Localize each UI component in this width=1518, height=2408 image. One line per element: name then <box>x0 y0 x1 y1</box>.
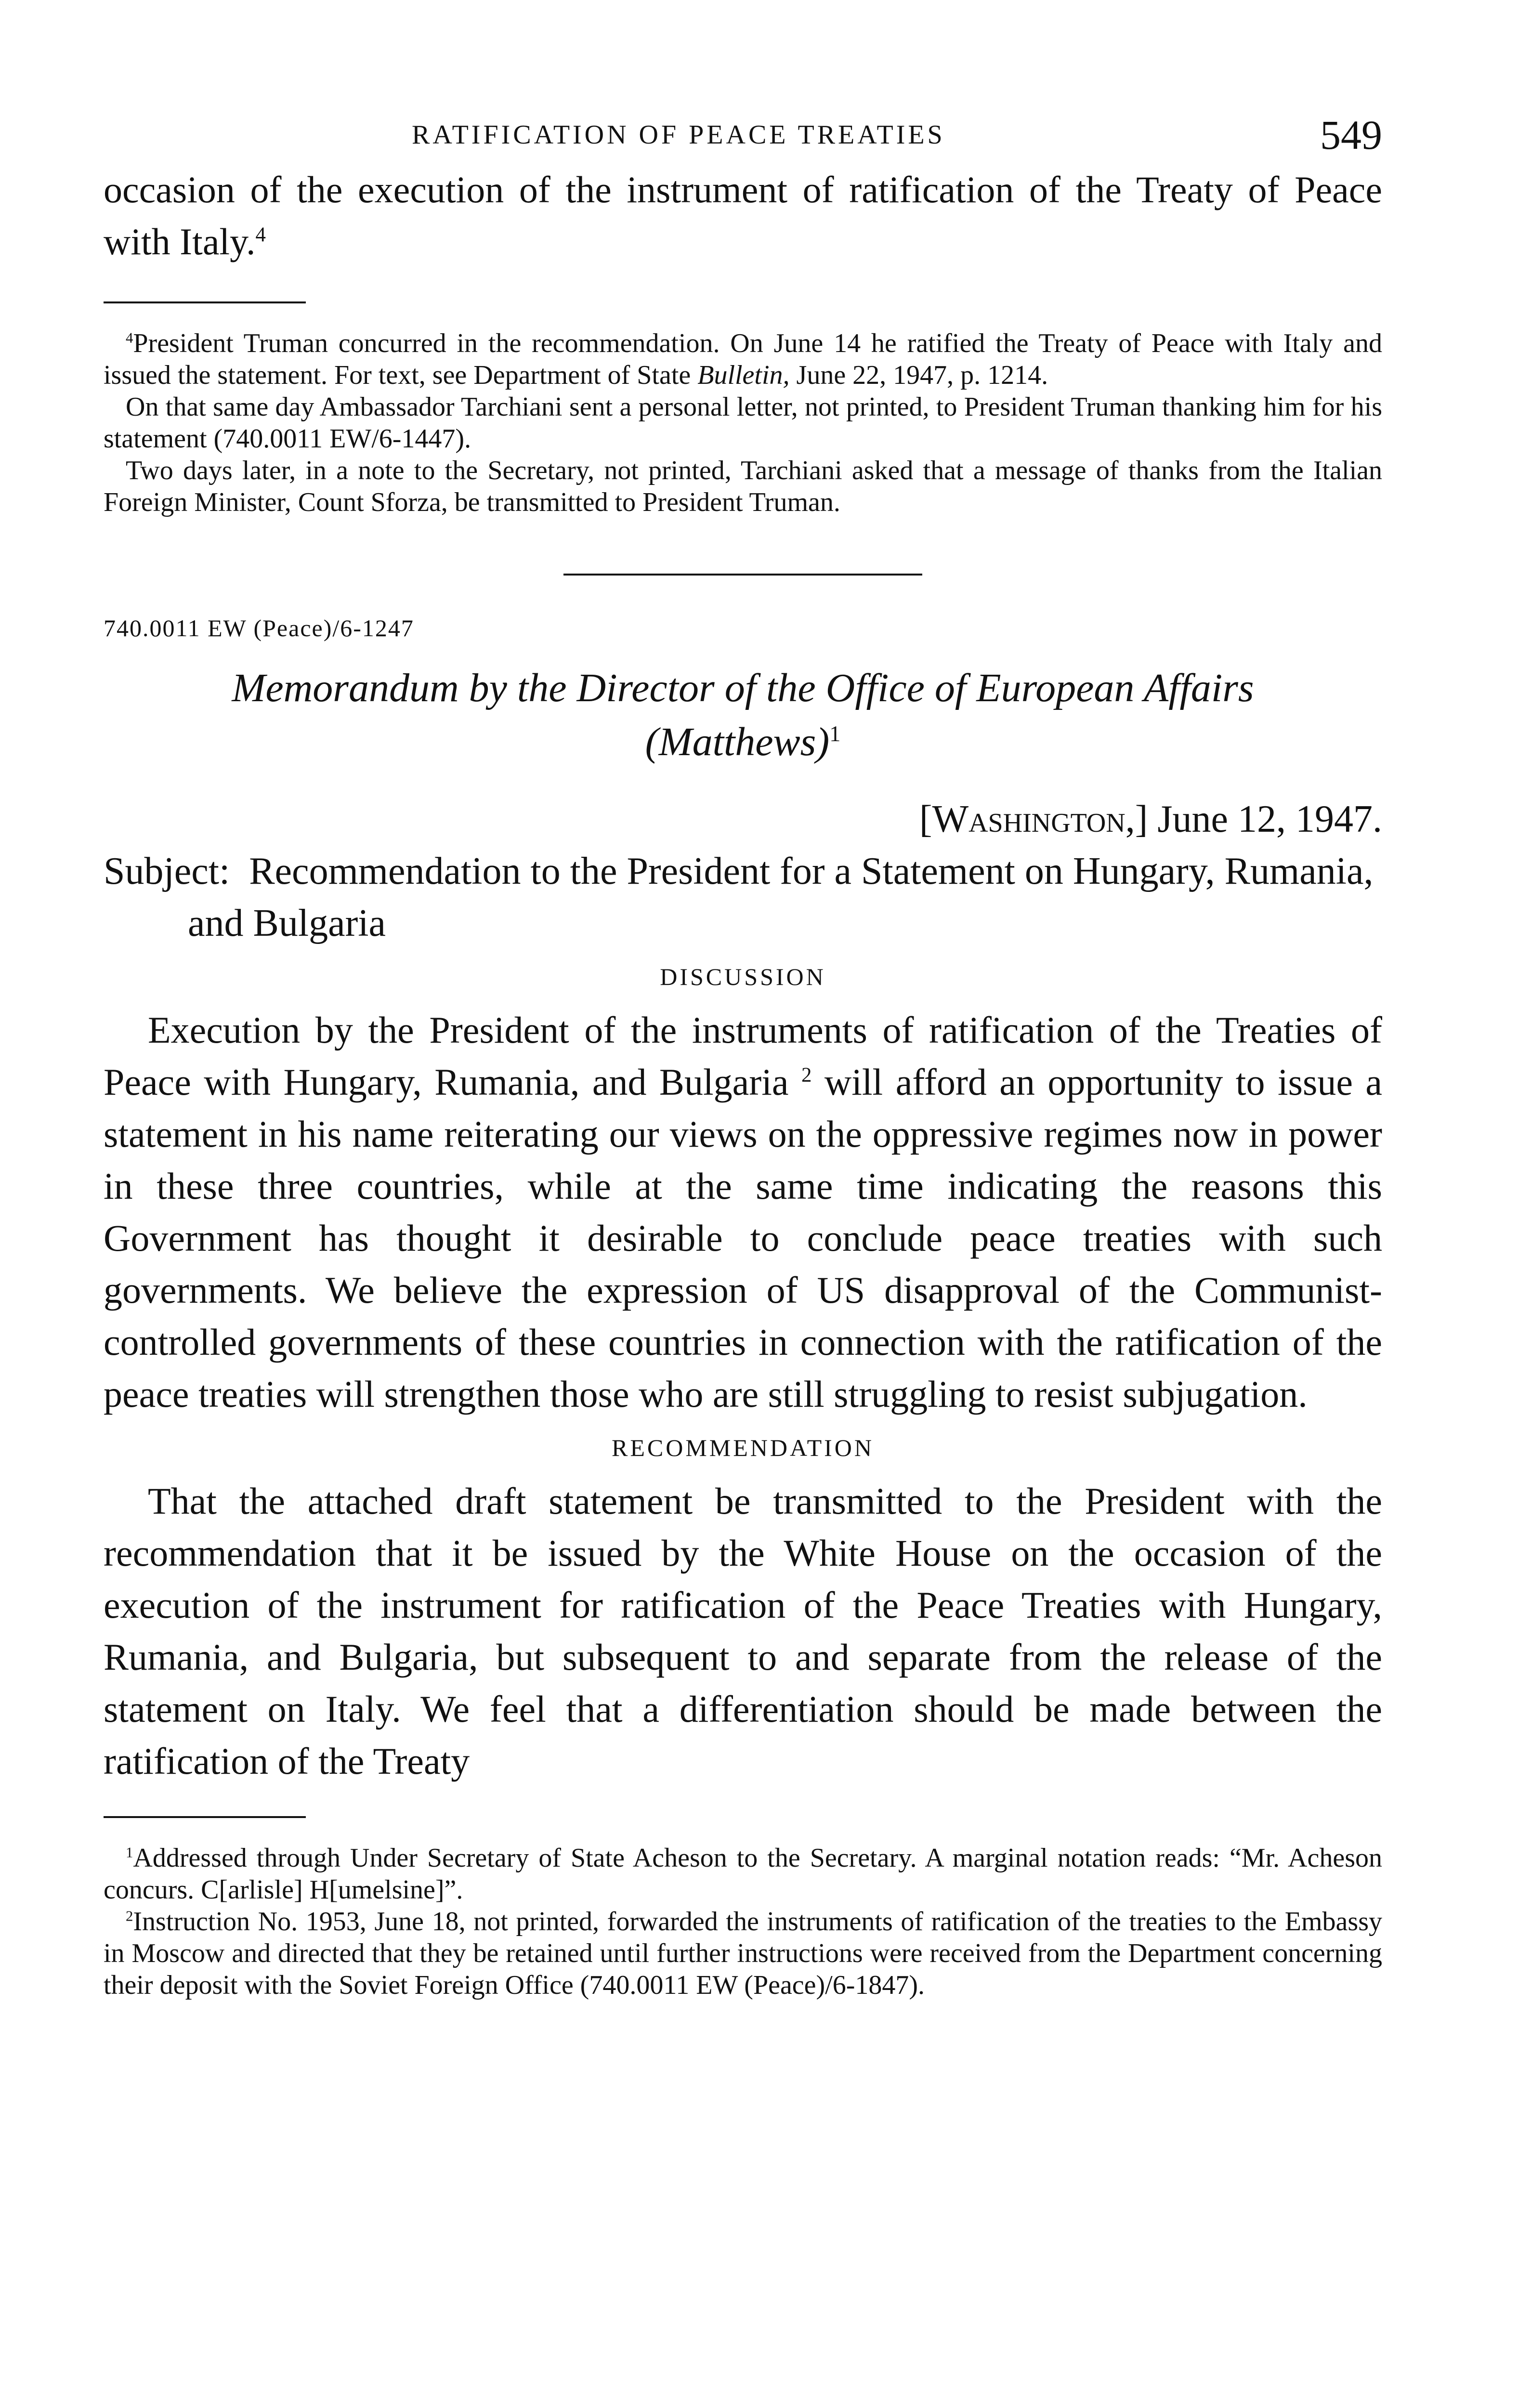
memo-title-block <box>104 661 1382 769</box>
dateline-date: June 12, 1947. <box>1157 798 1382 840</box>
footnote-1-marker: 1 <box>126 1844 133 1861</box>
footnote-4-italic: Bulletin, <box>697 360 790 390</box>
subject-text: Recommendation to the President for a Statement on Hungary, Rumania, and Bulgaria <box>188 850 1374 944</box>
bottom-footnotes <box>104 1842 1382 2001</box>
memo-title-line-1: Memorandum by the Director of the Office of European Affairs <box>232 666 1254 710</box>
footnote-1-text: Addressed through Under Secretary of State Acheson to the Secretary. A marginal notation reads: “Mr. Acheson concurs. C[arlisle] H[umelsine]”. <box>104 1843 1382 1905</box>
top-footnotes <box>104 327 1382 518</box>
footnote-ref-2: 2 <box>801 1064 812 1086</box>
page-number: 549 <box>1320 112 1382 158</box>
subject-line <box>104 845 1382 949</box>
footnote-4-text-end: June 22, 1947, p. 1214. <box>789 360 1048 390</box>
footnote-ref-1: 1 <box>829 721 841 746</box>
footnote-4 <box>104 327 1382 391</box>
subject-label: Subject: <box>104 850 230 892</box>
footnote-2 <box>104 1906 1382 2001</box>
footnote-4-marker: 4 <box>126 329 133 346</box>
section-divider <box>563 574 922 576</box>
discussion-text-1: Execution by the President of the instruments of ratification of the Treaties of Peace with Hungary, Rumania, and Bulgaria <box>104 1009 1382 1103</box>
footnote-2-text: Instruction No. 1953, June 18, not printed, forwarded the instruments of ratification of the treaties to the Embassy in Moscow and directed that they be retained until further instructions were received from the Department concerning their deposit with the Soviet Foreign Office (740.0011 EW (Peace)/6-1847). <box>104 1907 1382 2000</box>
discussion-text-2: will afford an opportunity to issue a statement in his name reiterating our views on the oppressive regimes now in power in these three countries, while at the same time indicating the reasons this Government has thought it desirable to conclude peace treaties with such governments. We believe the expression of US disapproval of the Communist-controlled governments of these countries in connection with the ratification of the peace treaties will strengthen those who are still struggling to resist subjugation. <box>104 1061 1383 1415</box>
continued-paragraph <box>104 164 1382 268</box>
discussion-paragraph <box>104 1004 1382 1420</box>
file-number: 740.0011 EW (Peace)/6-1247 <box>104 615 414 641</box>
footnote-4-paragraph-2: On that same day Ambassador Tarchiani sent a personal letter, not printed, to President Truman thanking him for his statement (740.0011 EW/6-1447). <box>104 392 1382 454</box>
recommendation-paragraph: That the attached draft statement be transmitted to the President with the recommendation that it be issued by the White House on the occasion of the execution of the instrument for ratification of the Peace Treaties with Hungary, Rumania, and Bulgaria, but subsequent to and separate from the release of the statement on Italy. We feel that a differentiation should be made between the ratification of the Treaty <box>104 1480 1382 1782</box>
memo-title-author: (Matthews) <box>645 720 830 764</box>
footnote-1 <box>104 1842 1382 1906</box>
footnote-divider-top <box>104 301 306 303</box>
footnote-2-marker: 2 <box>126 1908 133 1924</box>
memo-title-line-2 <box>104 715 1382 769</box>
running-header <box>104 111 1382 164</box>
footnote-ref-4: 4 <box>255 223 266 246</box>
discussion-heading: DISCUSSION <box>660 963 826 990</box>
running-title: RATIFICATION OF PEACE TREATIES <box>412 120 945 150</box>
footnote-divider-bottom <box>104 1816 306 1818</box>
dateline-place: [Washington,] <box>919 798 1148 840</box>
footnote-4-text: President Truman concurred in the recommendation. On June 14 he ratified the Treaty of Peace with Italy and issued the statement. For text, see Department of State <box>104 328 1382 390</box>
continued-paragraph-text: occasion of the execution of the instrument of ratification of the Treaty of Peace with Italy. <box>104 169 1382 262</box>
dateline <box>104 793 1382 845</box>
document-page <box>104 111 1382 2001</box>
footnote-4-paragraph-3: Two days later, in a note to the Secretary, not printed, Tarchiani asked that a message of thanks from the Italian Foreign Minister, Count Sforza, be transmitted to President Truman. <box>104 456 1382 517</box>
recommendation-heading: RECOMMENDATION <box>612 1434 874 1461</box>
